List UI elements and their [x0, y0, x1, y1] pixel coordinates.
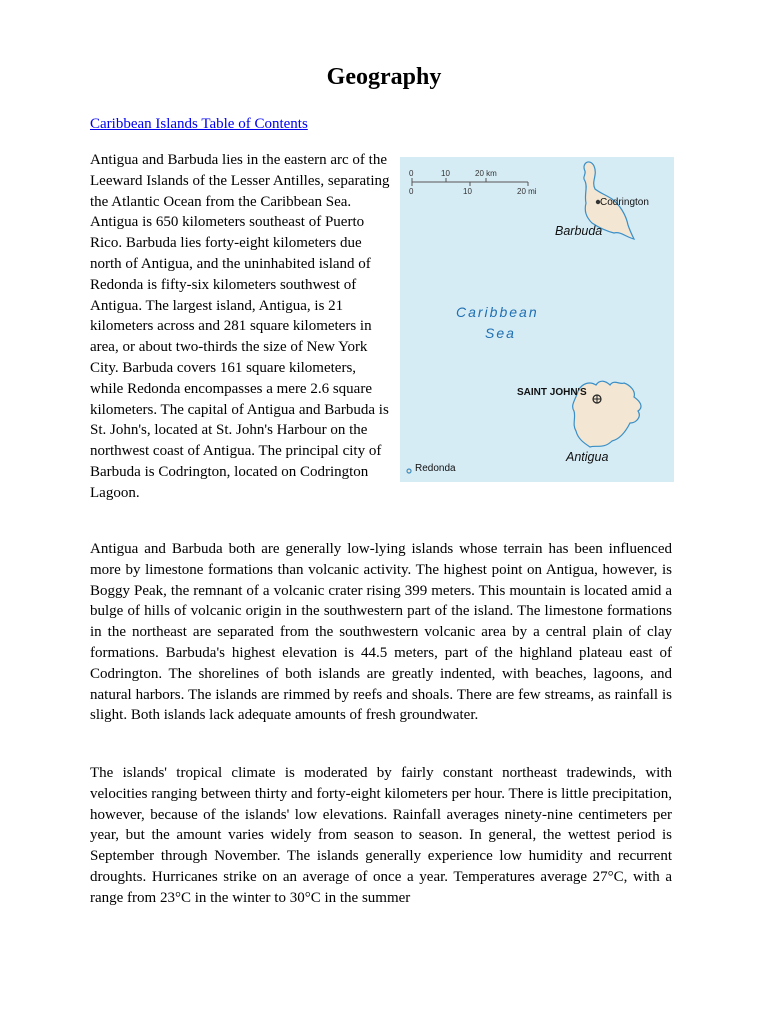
- label-caribbean: Caribbean: [456, 304, 539, 320]
- paragraph-intro: Antigua and Barbuda lies in the eastern arc of the Leeward Islands of the Lesser Antilles, separating the Atlantic Ocean from the Caribbean Sea. Antigua is 650 kilometers southeast of Puerto Rico. Barbuda lies forty-eight kilometers due north of Antigua, and the uninhabited island of Redonda is fifty-six kilometers southwest of Antigua. The largest island, Antigua, is 21 kilometers across and 281 square kilometers in area, or about two-thirds the size of New York City. Barbuda covers 161 square kilometers, while Redonda encompasses a mere 2.6 square kilometers. The capital of Antigua and Barbuda is St. John's, located at St. John's Harbour on the northwest coast of Antigua. The principal city of Barbuda is Codrington, located on Codrington Lagoon.: [90, 152, 390, 501]
- scale-km-20: 20 km: [475, 169, 497, 178]
- scale-km-0: 0: [409, 169, 414, 178]
- redonda-island: [407, 469, 411, 473]
- label-antigua: Antigua: [566, 450, 609, 464]
- label-codrington: Codrington: [600, 197, 649, 208]
- toc-link[interactable]: Caribbean Islands Table of Contents: [90, 116, 308, 132]
- paragraph-climate: The islands' tropical climate is moderated by fairly constant northeast tradewinds, with velocities ranging between thirty and forty-eight kilometers per hour. There is little precipitation, however, because of the islands' low elevations. Rainfall averages ninety-nine centimeters per year, but the amount varies widely from season to season. In general, the wettest period is September through November. The islands generally experience low humidity and recurrent droughts. Hurricanes strike on an average of once a year. Temperatures average 27°C, with a range from 23°C in the winter to 30°C in the summer: [90, 765, 672, 906]
- scale-mi-0: 0: [409, 187, 414, 196]
- label-saint-johns: SAINT JOHN'S: [517, 387, 587, 398]
- paragraph-terrain: Antigua and Barbuda both are generally low-lying islands whose terrain has been influenced more by limestone formations than volcanic activity. The highest point on Antigua, however, is Boggy Peak, the remnant of a volcanic crater rising 399 meters. This mountain is located amid a bulge of hills of volcanic origin in the southwestern part of the island. The limestone formations in the northeast are separated from the southwestern volcanic area by a central plain of clay formations. Barbuda's highest elevation is 44.5 meters, part of the highland plateau east of Codrington. The shorelines of both islands are greatly indented, with beaches, lagoons, and natural harbors. The islands are rimmed by reefs and shoals. There are few streams, as rainfall is slight. Both islands lack adequate amounts of fresh groundwater.: [90, 541, 672, 724]
- label-sea: Sea: [485, 325, 516, 341]
- label-redonda: Redonda: [415, 463, 456, 474]
- label-barbuda: Barbuda: [555, 224, 603, 238]
- scale-km-10: 10: [441, 169, 450, 178]
- page-title: Geography: [326, 64, 442, 90]
- scale-mi-10: 10: [463, 187, 472, 196]
- map-image: [400, 157, 674, 482]
- scale-mi-20: 20 mi: [517, 187, 537, 196]
